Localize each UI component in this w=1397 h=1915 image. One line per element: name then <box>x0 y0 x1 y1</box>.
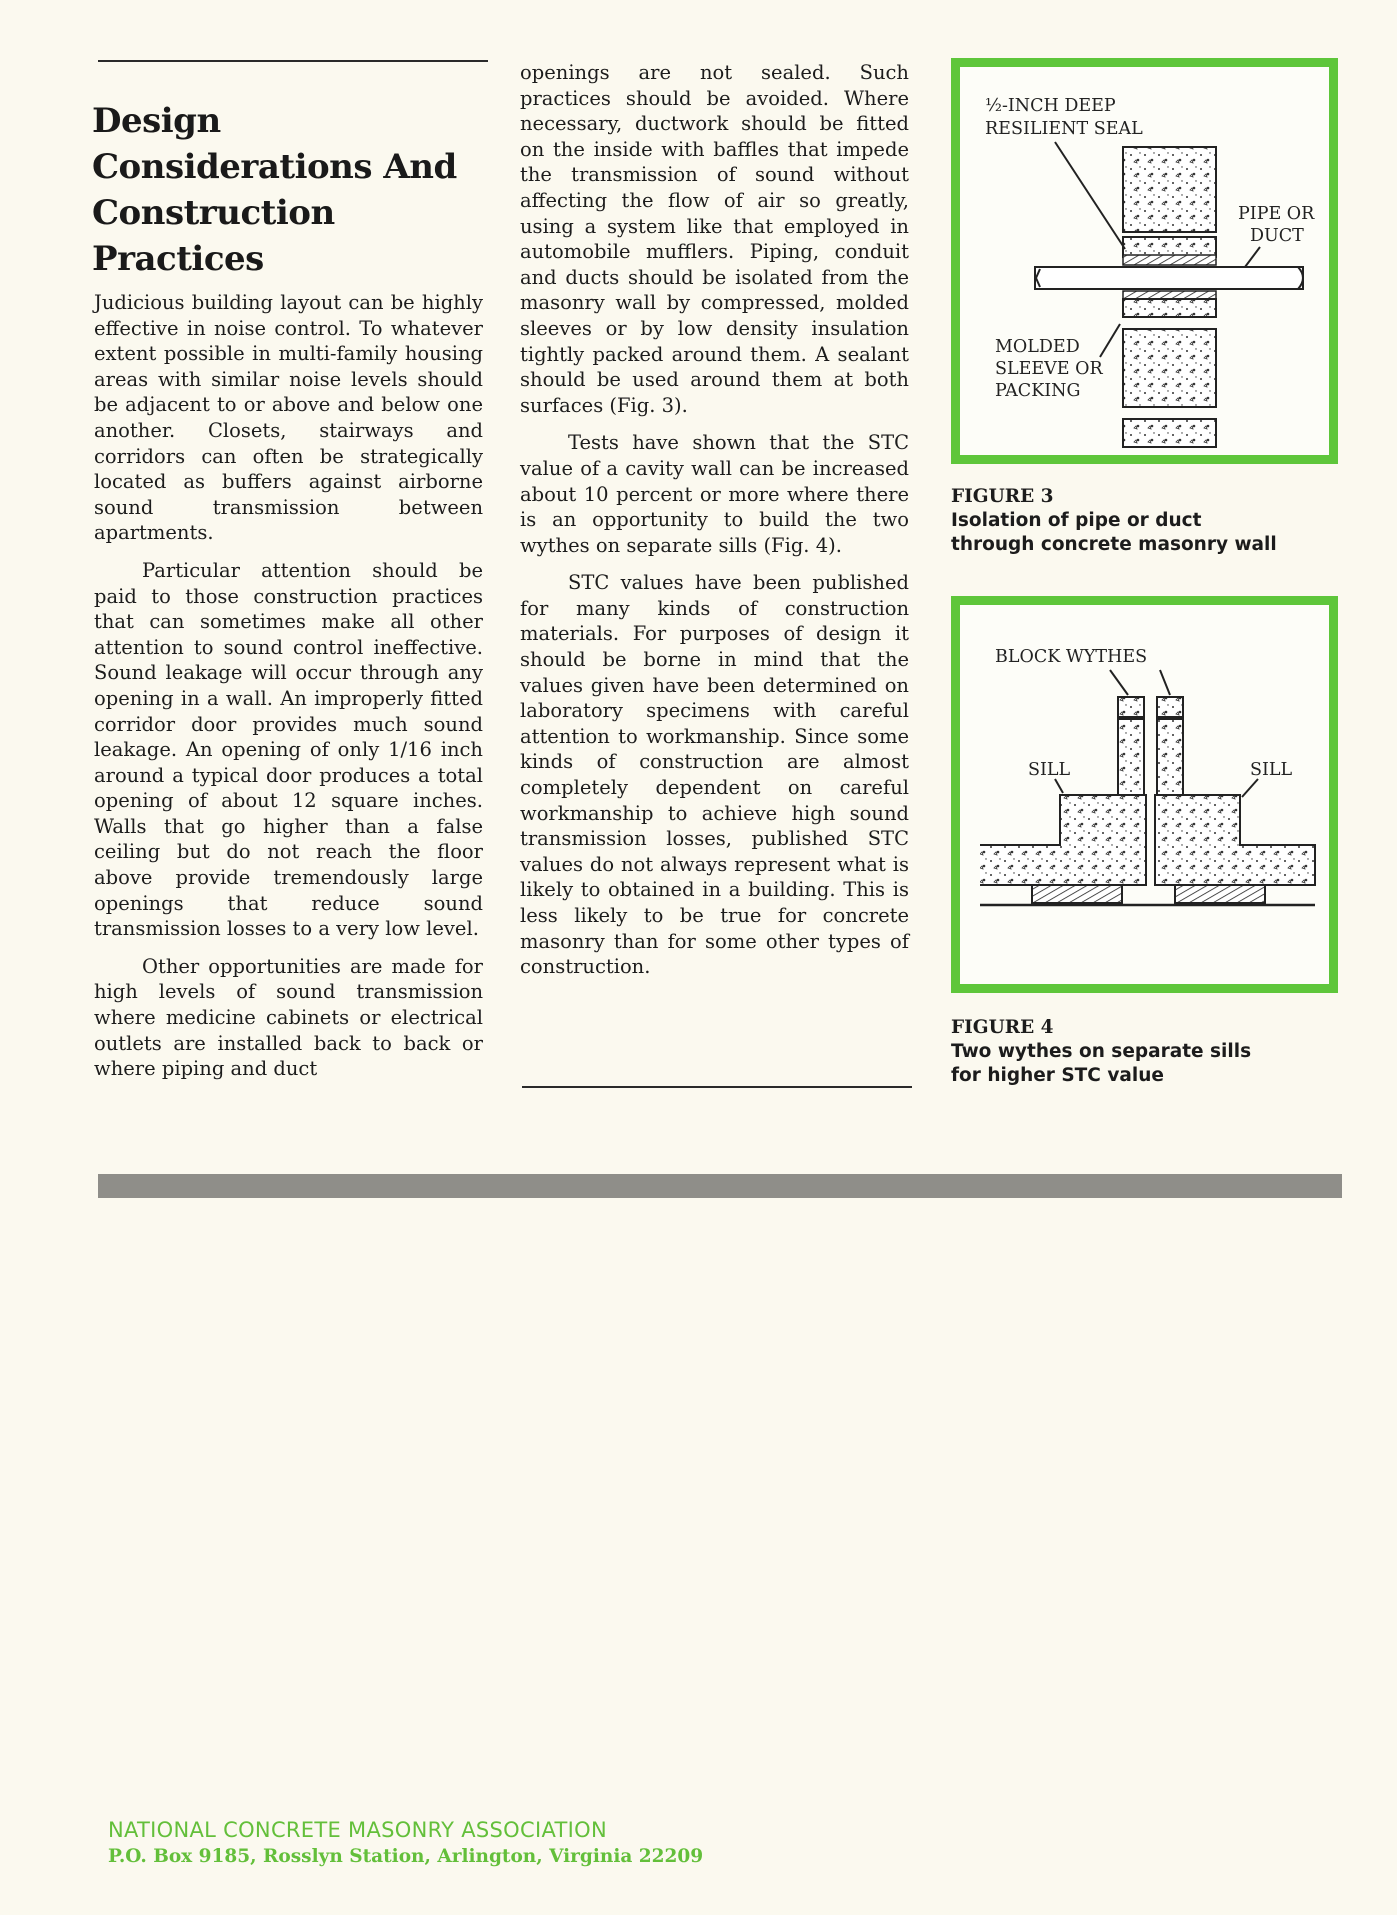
fig3-block-bottom <box>1123 329 1216 407</box>
page-title: Design Considerations And Construction Practices <box>92 101 457 279</box>
fig4-sill-left <box>980 795 1146 885</box>
footer-address: P.O. Box 9185, Rosslyn Station, Arlington, Virginia 22209 <box>108 1846 704 1867</box>
fig3-caption-line2: through concrete masonry wall <box>951 534 1277 555</box>
fig4-label-sill-right: SILL <box>1250 760 1293 780</box>
figure-3-caption <box>951 485 1371 557</box>
figure-3-diagram <box>960 67 1329 455</box>
fig3-leader-sleeve <box>1100 324 1120 357</box>
fig3-block-seal-lower <box>1123 299 1216 317</box>
fig3-leader-pipe <box>1245 247 1260 267</box>
footer <box>108 1818 703 1867</box>
fig4-caption-line2: for higher STC value <box>951 1065 1164 1086</box>
fig4-leader-wythe-left <box>1110 670 1128 695</box>
col1-paragraph-1: Judicious building layout can be highly effective in noise control. To whatever extent possible in multi-family housing areas with similar noise levels should be adjacent to or above and below one another. Closets, stairways and corridors can often be strategically located as buffers against airborne sound transmission between apartments. <box>94 291 483 545</box>
fig4-leader-sill-left <box>1055 779 1063 793</box>
fig4-label-wythes: BLOCK WYTHES <box>995 647 1148 667</box>
fig4-leader-wythe-right <box>1160 670 1170 695</box>
footer-organization: NATIONAL CONCRETE MASONRY ASSOCIATION <box>108 1818 607 1842</box>
fig4-caption-number: FIGURE 4 <box>951 1017 1054 1038</box>
fig4-footing-left <box>1032 885 1122 903</box>
section-divider-bar <box>98 1174 1342 1198</box>
fig3-block-base <box>1123 419 1216 447</box>
fig3-label-pipe-line2: DUCT <box>1250 226 1304 246</box>
fig3-label-pipe-line1: PIPE OR <box>1238 204 1315 224</box>
fig4-sill-right <box>1155 795 1315 885</box>
fig3-block-top <box>1123 147 1216 232</box>
fig3-label-sleeve-line2: SLEEVE OR <box>995 359 1103 379</box>
figure-3-frame <box>951 58 1338 464</box>
fig3-caption-line1: Isolation of pipe or duct <box>951 510 1202 531</box>
fig3-leader-seal <box>1055 142 1125 249</box>
col1-paragraph-2: Particular attention should be paid to those construction practices that can sometimes make all other attention to sound control ineffective. Sound leakage will occur through any opening in a wall. An improperly fitted corridor door provides much sound leakage. An opening of only 1/16 inch around a typical door produces a total opening of about 12 square inches. Walls that go higher than a false ceiling but do not reach the floor above provide tremendously large openings that reduce sound transmission losses to a very low level. <box>94 558 483 941</box>
figure-4-frame <box>951 596 1338 993</box>
column2-bottom-rule <box>522 1086 912 1088</box>
figure-4-diagram <box>960 605 1329 984</box>
fig3-label-seal-line1: ½-INCH DEEP <box>985 96 1116 116</box>
fig3-block-seal-upper <box>1123 237 1216 257</box>
col2-paragraph-2: Tests have shown that the STC value of a cavity wall can be increased about 10 percent or more where there is an opportunity to build the two wythes on separate sills (Fig. 4). <box>520 431 909 557</box>
col2-paragraph-3: STC values have been published for many kinds of construction materials. For purposes of design it should be borne in mind that the values given have been determined on laboratory specimens with careful attention to workmanship. Since some kinds of construction are almost completely dependent on careful workmanship to achieve high sound transmission losses, published STC values do not always represent what is likely to obtained in a building. This is less likely to be true for concrete masonry than for some other types of construction. <box>520 571 909 979</box>
fig3-sleeve-upper <box>1123 255 1216 265</box>
col1-paragraph-3: Other opportunities are made for high levels of sound transmission where medicine cabinets or electrical outlets are installed back to back or where piping and duct <box>94 954 483 1081</box>
fig3-label-sleeve-line3: PACKING <box>995 381 1081 401</box>
fig3-label-seal-line2: RESILIENT SEAL <box>985 119 1143 139</box>
fig4-caption-line1: Two wythes on separate sills <box>951 1041 1252 1062</box>
figure-4-caption <box>951 1016 1371 1088</box>
fig4-leader-sill-right <box>1242 779 1258 797</box>
fig4-label-sill-left: SILL <box>1028 760 1071 780</box>
fig3-label-sleeve-line1: MOLDED <box>995 337 1080 357</box>
column-2 <box>520 60 909 992</box>
column1-top-rule <box>98 60 488 62</box>
col2-paragraph-1: openings are not sealed. Such practices should be avoided. Where necessary, ductwork should be fitted on the inside with baffles that impede the transmission of sound without affecting the flow of air so greatly, using a system like that employed in automobile mufflers. Piping, conduit and ducts should be isolated from the masonry wall by compressed, molded sleeves or by low density insulation tightly packed around them. A sealant should be used around them at both surfaces (Fig. 3). <box>520 61 909 417</box>
fig4-footing-right <box>1175 885 1265 903</box>
fig3-caption-number: FIGURE 3 <box>951 486 1054 507</box>
column-1 <box>94 290 483 1094</box>
fig4-wythe-right-cap <box>1157 697 1183 717</box>
fig4-wythe-left-cap <box>1118 697 1144 717</box>
fig3-pipe <box>1035 267 1303 289</box>
